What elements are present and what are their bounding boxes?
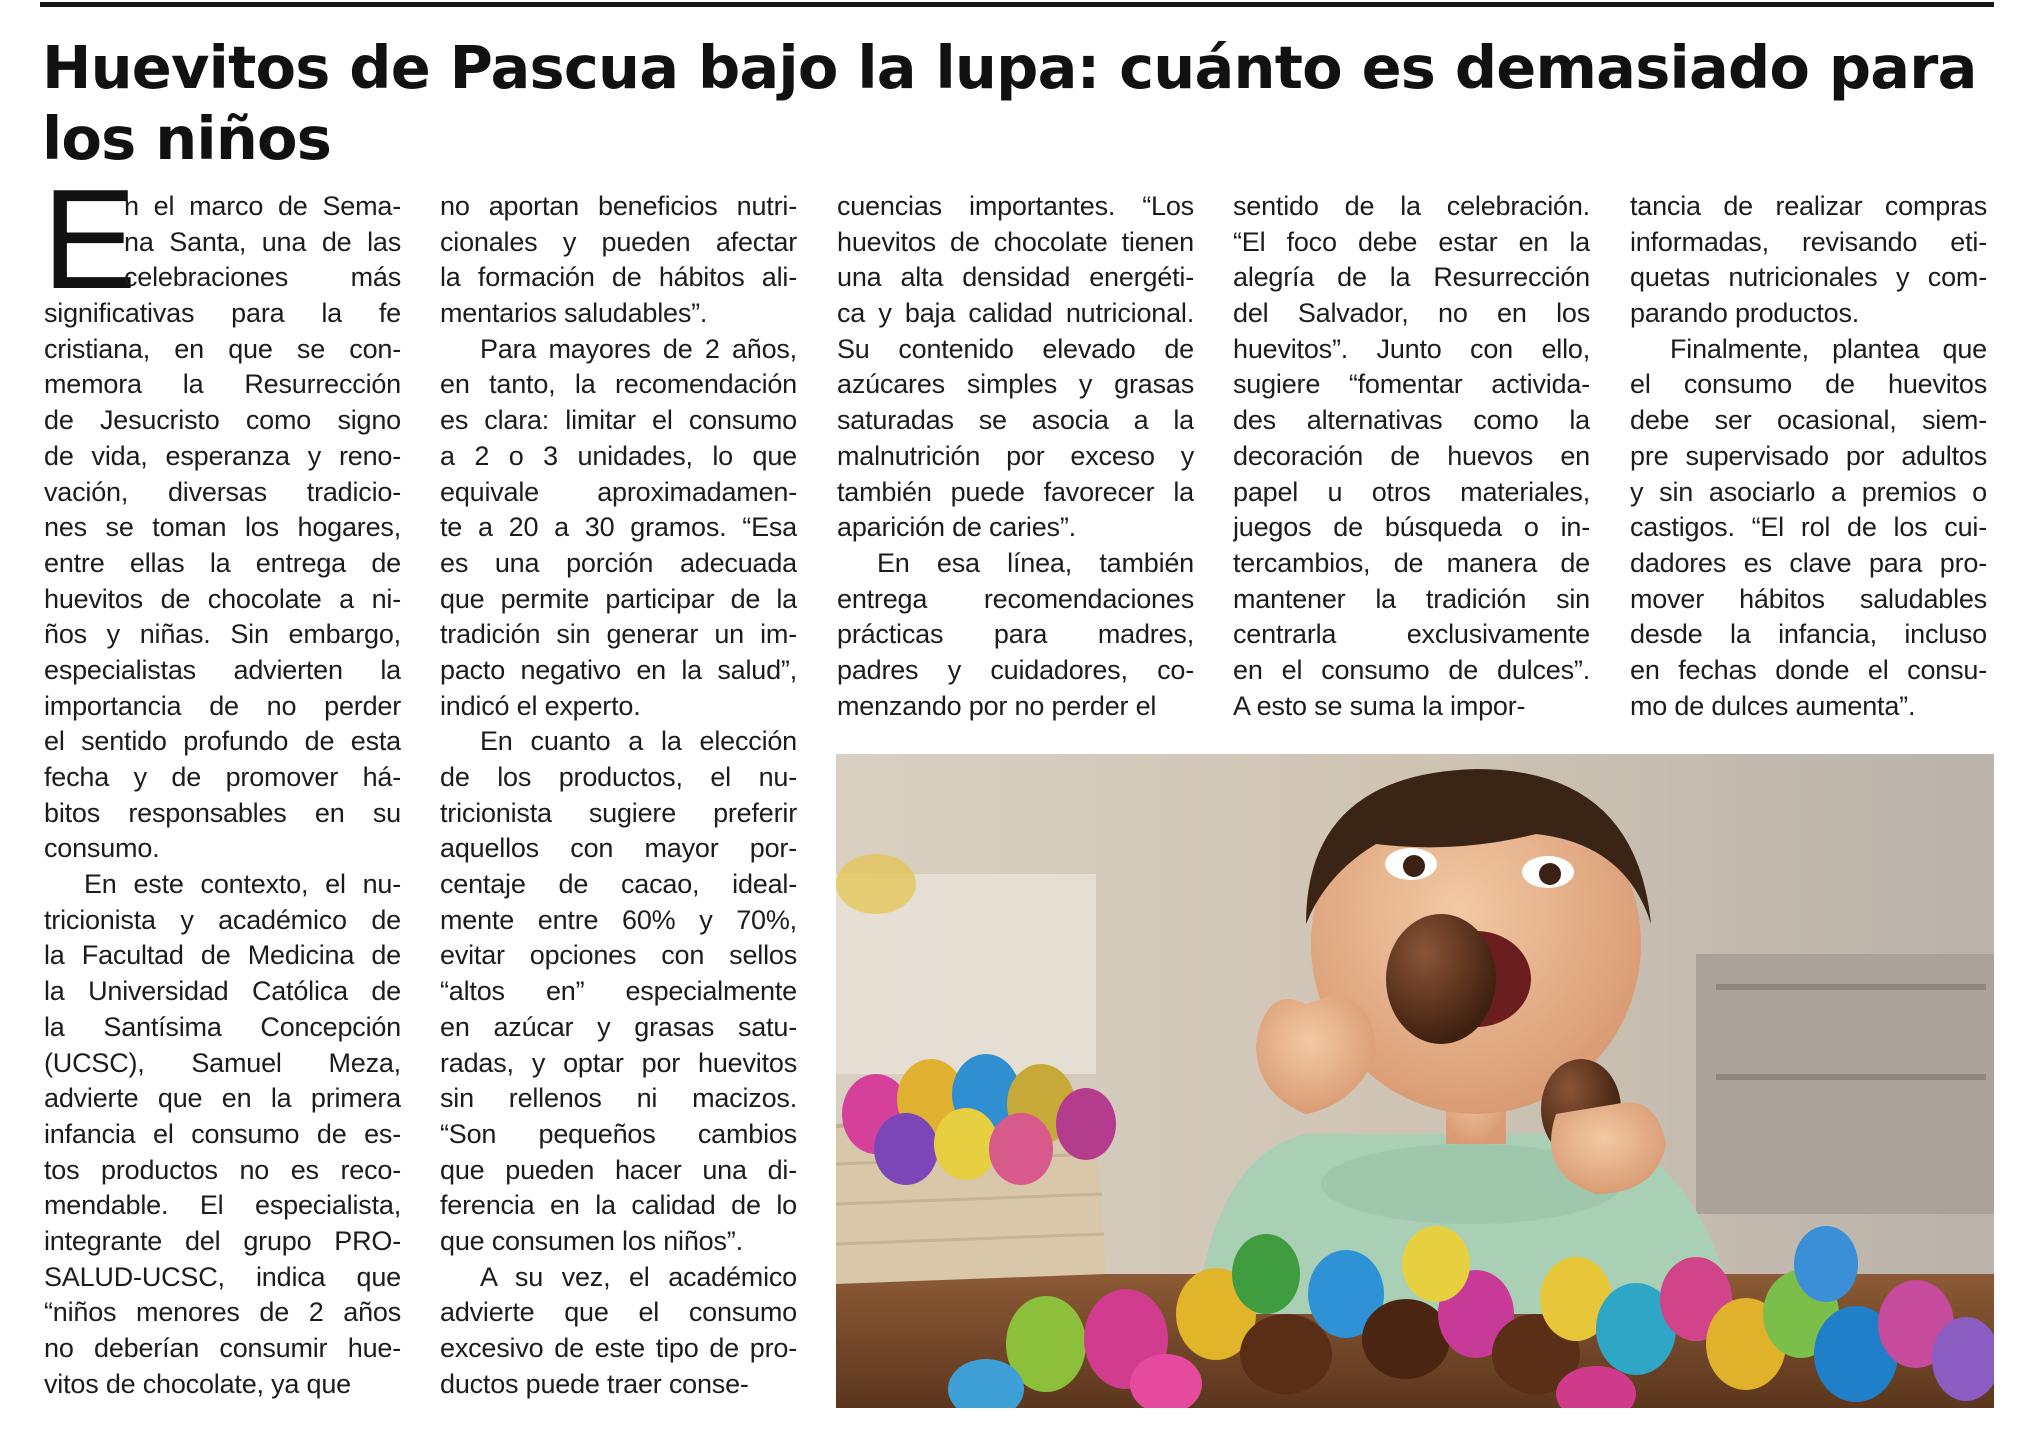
article-line: de Jesucristo como signo <box>44 405 401 436</box>
article-column-4 <box>1233 189 1590 724</box>
article-line: el consumo de huevitos <box>1630 369 1987 400</box>
article-line: que permite participar de la <box>440 583 797 614</box>
article-line: del Salvador, no en los <box>1233 298 1590 329</box>
article-line: aparición de caries”. <box>837 512 1076 543</box>
drop-cap: E <box>42 160 137 319</box>
article-line: en tanto, la recomendación <box>440 369 797 400</box>
article-line: huevitos de chocolate a ni- <box>44 583 401 614</box>
article-line: Finalmente, plantea que <box>1670 333 1987 364</box>
article-line: SALUD-UCSC, indica que <box>44 1261 401 1292</box>
article-line: a 2 o 3 unidades, lo que <box>440 440 797 471</box>
article-line: castigos. “El rol de los cui- <box>1630 512 1987 543</box>
article-line: la formación de hábitos ali- <box>440 262 797 293</box>
article-line: malnutrición por exceso y <box>837 440 1194 471</box>
article-line: que consumen los niños”. <box>440 1225 743 1256</box>
article-line: dadores es clave para pro- <box>1630 547 1987 578</box>
article-line: integrante del grupo PRO- <box>44 1225 401 1256</box>
article-line: en azúcar y grasas satu- <box>440 1011 797 1042</box>
article-line: tos productos no es reco- <box>44 1154 401 1185</box>
article-line: centaje de cacao, ideal- <box>440 869 797 900</box>
article-line: En cuanto a la elección <box>480 726 797 757</box>
article-line: el sentido profundo de esta <box>44 726 401 757</box>
article-line: nes se toman los hogares, <box>44 512 401 543</box>
article-line: pre supervisado por adultos <box>1630 440 1987 471</box>
article-line: mente entre 60% y 70%, <box>440 904 797 935</box>
article-line: significativas para la fe <box>44 298 401 329</box>
article-line: entre ellas la entrega de <box>44 547 401 578</box>
article-line: y sin asociarlo a premios o <box>1630 476 1987 507</box>
article-line: infancia el consumo de es- <box>44 1118 401 1149</box>
article-line: mentarios saludables”. <box>440 298 708 329</box>
article-line: no deberían consumir hue- <box>44 1333 401 1363</box>
article-line: quetas nutricionales y com- <box>1630 262 1987 293</box>
article-line: sin rellenos ni macizos. <box>440 1083 797 1114</box>
article-line: ños y niñas. Sin embargo, <box>44 619 401 650</box>
article-line: ferencia en la calidad de lo <box>440 1190 797 1221</box>
article-line: es clara: limitar el consumo <box>440 405 797 436</box>
article-line: entrega recomendaciones <box>837 583 1194 614</box>
article-line: informadas, revisando eti- <box>1630 226 1987 257</box>
article-line: advierte que en la primera <box>44 1083 401 1114</box>
article-line: menzando por no perder el <box>837 690 1157 721</box>
article-line: también puede favorecer la <box>837 476 1194 507</box>
article-line: “El foco debe estar en la <box>1233 226 1590 257</box>
article-line: centrarla exclusivamente <box>1233 619 1590 650</box>
article-line: mendable. El especialista, <box>44 1190 401 1221</box>
article-line: mover hábitos saludables <box>1630 583 1987 614</box>
article-line: la Facultad de Medicina de <box>44 940 401 971</box>
article-line: de vida, esperanza y reno- <box>44 440 401 471</box>
article-line: cionales y pueden afectar <box>440 226 797 257</box>
article-line: A su vez, el académico <box>480 1261 797 1292</box>
article-line: vitos de chocolate, ya que <box>44 1368 352 1399</box>
article-line: indicó el experto. <box>440 690 641 721</box>
article-line: de los productos, el nu- <box>440 762 797 792</box>
article-line: En este contexto, el nu- <box>84 869 401 900</box>
article-line: “Son pequeños cambios <box>440 1118 797 1149</box>
article-line: bitos responsables en su <box>44 797 401 828</box>
article-line: celebraciones más <box>124 262 401 293</box>
article-line: tancia de realizar compras <box>1630 191 1987 221</box>
article-photo <box>836 754 1994 1408</box>
article-column-1 <box>42 160 401 1402</box>
article-line: padres y cuidadores, co- <box>837 654 1194 685</box>
article-line: la Santísima Concepción <box>44 1011 401 1042</box>
article-line: parando productos. <box>1630 298 1860 329</box>
child-eating-chocolate-eggs-image <box>836 754 1994 1408</box>
article-line: mantener la tradición sin <box>1233 583 1590 614</box>
article-line: saturadas se asocia a la <box>837 405 1194 436</box>
article-line: no aportan beneficios nutri- <box>440 191 797 221</box>
article-line: juegos de búsqueda o in- <box>1233 512 1590 543</box>
article-line: una alta densidad energéti- <box>837 262 1194 293</box>
article-line: tricionista sugiere preferir <box>440 797 797 828</box>
article-line: Su contenido elevado de <box>837 333 1194 364</box>
article-line: vación, diversas tradicio- <box>44 476 401 507</box>
article-line: A esto se suma la impor- <box>1233 690 1526 721</box>
article-line: huevitos de chocolate tienen <box>837 226 1194 257</box>
article-line: “niños menores de 2 años <box>44 1297 401 1328</box>
article-line: azúcares simples y grasas <box>837 369 1194 400</box>
article-line: “altos en” especialmente <box>440 976 797 1007</box>
article-line: ductos puede traer conse- <box>440 1368 749 1399</box>
article-column-3 <box>837 189 1194 724</box>
article-line: tricionista y académico de <box>44 904 401 935</box>
article-line: mo de dulces aumenta”. <box>1630 690 1916 721</box>
article-line: especialistas advierten la <box>44 654 401 685</box>
article-line: En esa línea, también <box>877 547 1194 578</box>
article-line: papel u otros materiales, <box>1233 476 1590 507</box>
article-line: huevitos”. Junto con ello, <box>1233 333 1590 364</box>
article-line: evitar opciones con sellos <box>440 940 797 971</box>
article-line: que pueden hacer una di- <box>440 1154 797 1185</box>
article-line: sentido de la celebración. <box>1233 191 1590 221</box>
article-line: advierte que el consumo <box>440 1297 797 1328</box>
article-line: excesivo de este tipo de pro- <box>440 1333 797 1363</box>
article-line: decoración de huevos en <box>1233 440 1590 471</box>
article-line: la Universidad Católica de <box>44 976 401 1007</box>
article-line: consumo. <box>44 833 160 864</box>
top-rule <box>40 2 1994 7</box>
article-line: sugiere “fomentar activida- <box>1233 369 1590 400</box>
article-line: importancia de no perder <box>44 690 401 721</box>
article-line: debe ser ocasional, siem- <box>1630 405 1987 436</box>
article-line: cristiana, en que se con- <box>44 333 401 364</box>
article-line: tercambios, de manera de <box>1233 547 1590 578</box>
article-line: en el consumo de dulces”. <box>1233 654 1590 685</box>
article-line: es una porción adecuada <box>440 547 797 578</box>
article-line: fecha y de promover há- <box>44 762 401 792</box>
article-line: desde la infancia, incluso <box>1630 619 1987 650</box>
article-line: te a 20 a 30 gramos. “Esa <box>440 512 797 543</box>
article-line: tradición sin generar un im- <box>440 619 797 650</box>
article-line: en fechas donde el consu- <box>1630 654 1987 685</box>
article-line: ca y baja calidad nutricional. <box>837 298 1194 329</box>
headline: Huevitos de Pascua bajo la lupa: cuánto es demasiado para los niños <box>42 33 1977 173</box>
article-line: prácticas para madres, <box>837 619 1194 650</box>
article-line: n el marco de Sema- <box>124 191 401 221</box>
article-line: des alternativas como la <box>1233 405 1590 436</box>
article-line: (UCSC), Samuel Meza, <box>44 1047 401 1078</box>
article-column-5 <box>1630 189 1987 724</box>
article-line: cuencias importantes. “Los <box>837 191 1194 221</box>
article-line: alegría de la Resurrección <box>1233 262 1590 293</box>
article-line: aquellos con mayor por- <box>440 833 797 864</box>
article-column-2 <box>440 189 797 1402</box>
article-line: equivale aproximadamen- <box>440 476 797 507</box>
article-line: na Santa, una de las <box>124 226 401 257</box>
article-line: Para mayores de 2 años, <box>480 333 797 364</box>
article-line: pacto negativo en la salud”, <box>440 654 797 685</box>
article-line: radas, y optar por huevitos <box>440 1047 797 1078</box>
article-line: memora la Resurrección <box>44 369 401 400</box>
